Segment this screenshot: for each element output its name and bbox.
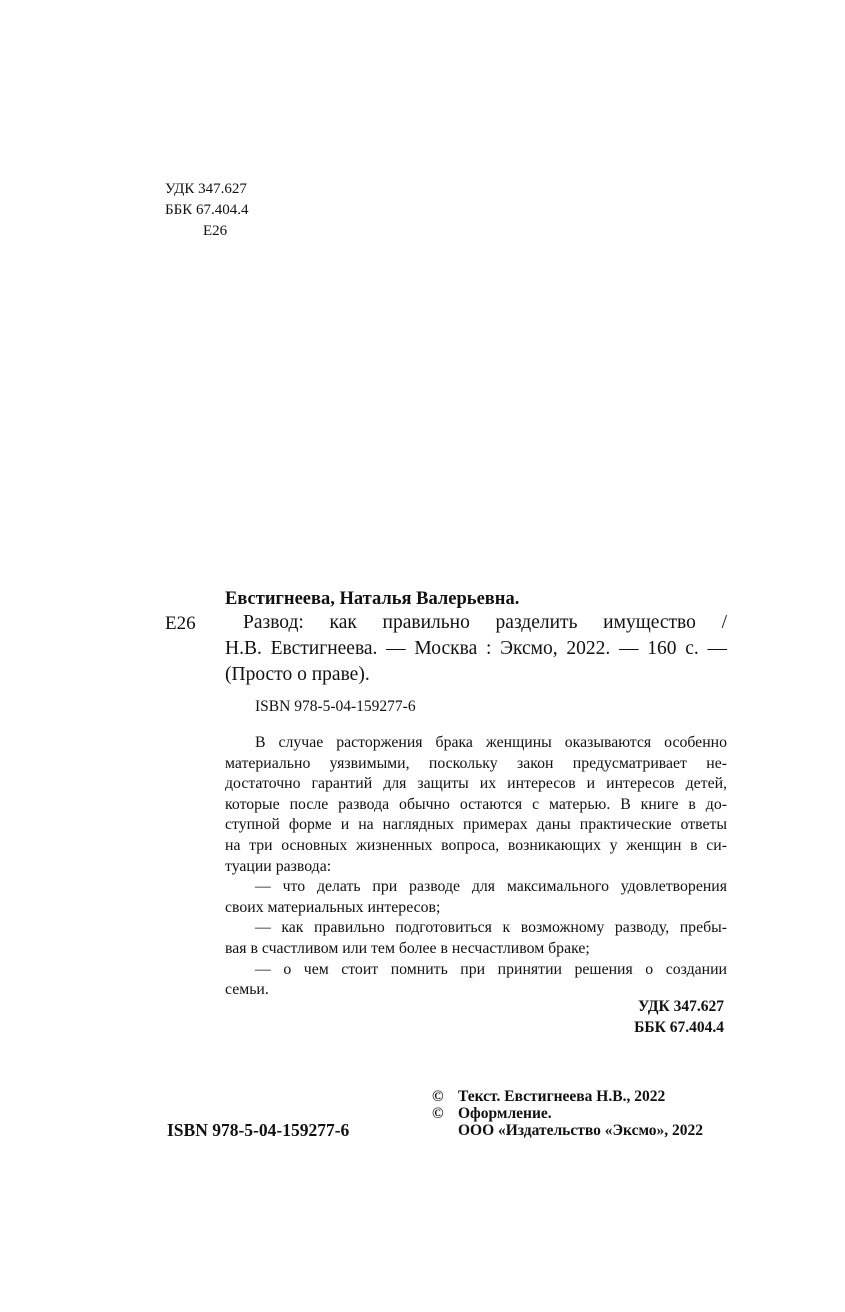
annotation-line: — о чем стоит помнить при принятии решения о создании [255,960,727,978]
annotation-line: достаточно гарантий для защиты их интересов и интересов детей, [225,775,727,793]
udk-code-bottom: УДК 347.627 [638,998,724,1015]
annotation-line: материально уязвимыми, поскольку закон предусматривает не- [225,754,727,772]
title-line: (Просто о праве). [225,664,370,685]
copyright-design: Оформление. [458,1105,552,1122]
annotation-line: которые после развода обычно остаются с матерью. В книге в до- [225,795,727,813]
title-line: Н.В. Евстигнеева. — Москва : Эксмо, 2022. — 160 с. — [225,638,727,659]
bbk-code-top: ББК 67.404.4 [165,202,249,218]
annotation-line: В случае расторжения брака женщины оказываются особенно [255,734,727,751]
annotation-line: вая в счастливом или тем более в несчастливом браке; [225,939,590,957]
annotation-line: ступной форме и на наглядных примерах даны практические ответы [225,816,727,834]
author-heading: Евстигнеева, Наталья Валерьевна. [225,589,520,609]
annotation-line: — как правильно подготовиться к возможному разводу, пребы- [255,919,727,937]
copyright-design-row [432,1105,703,1122]
copyright-block [432,1088,703,1139]
title-description [225,610,727,688]
copyright-symbol: © [432,1088,444,1105]
copyright-text: Текст. Евстигнеева Н.В., 2022 [458,1088,666,1105]
annotation-line: туации развода: [225,857,332,875]
isbn-bottom: ISBN 978-5-04-159277-6 [167,1120,350,1140]
annotation-line: своих материальных интересов; [225,898,441,916]
isbn-entry: ISBN 978-5-04-159277-6 [255,698,416,715]
annotation-line: семьи. [225,981,269,999]
copyright-publisher: ООО «Издательство «Эксмо», 2022 [458,1122,704,1139]
title-line: Развод: как правильно разделить имущество / [243,612,727,633]
bbk-code-bottom: ББК 67.404.4 [634,1019,724,1036]
copyright-text-row [432,1088,703,1105]
annotation-line: — что делать при разводе для максимального удовлетворения [255,878,727,896]
author-mark-top: Е26 [203,223,228,239]
copyright-symbol: © [432,1105,444,1122]
annotation [225,733,727,1001]
udk-code-top: УДК 347.627 [165,181,247,197]
annotation-line: на три основных жизненных вопроса, возникающих у женщин в си- [225,836,727,854]
author-mark-margin: Е26 [165,613,196,634]
